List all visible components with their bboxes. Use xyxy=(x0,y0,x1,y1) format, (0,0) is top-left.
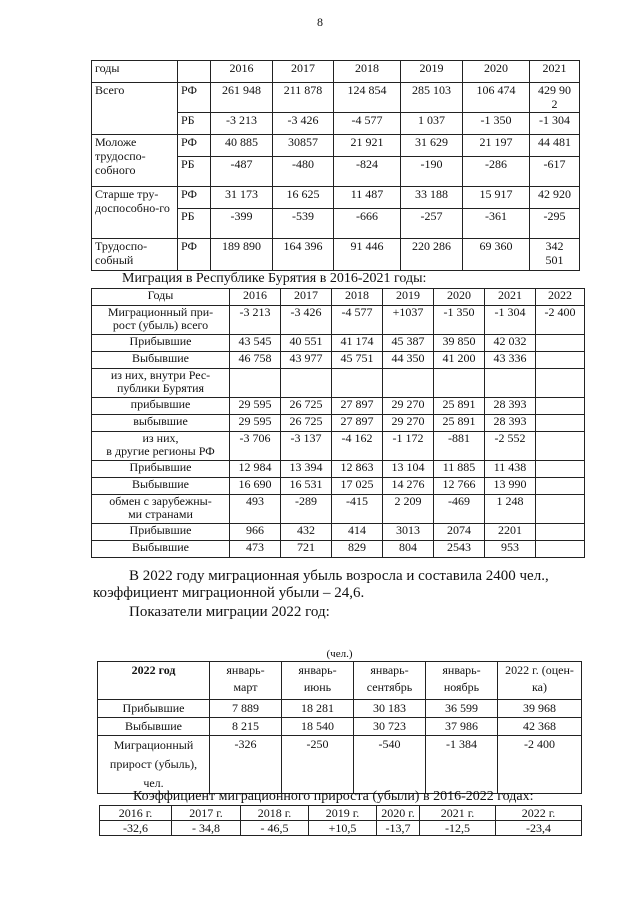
header-cell: 2020 xyxy=(434,289,485,306)
header-cell: 2016 xyxy=(211,61,273,83)
value-cell: 26 725 xyxy=(281,415,332,432)
value-cell: 16 531 xyxy=(281,478,332,495)
table-row xyxy=(92,352,585,369)
value-cell: 261 948 xyxy=(211,83,273,113)
row-label: Выбывшие xyxy=(92,478,230,495)
value-cell: 12 984 xyxy=(230,461,281,478)
value-cell: -250 xyxy=(282,736,354,794)
value-cell: -617 xyxy=(530,157,580,187)
value-cell: 46 758 xyxy=(230,352,281,369)
value-cell: -361 xyxy=(463,209,530,239)
header-cell: 2019 г. xyxy=(309,806,377,821)
region-cell: РФ xyxy=(178,187,211,209)
value-cell: 2 209 xyxy=(383,495,434,524)
migration-2022-table xyxy=(97,648,582,794)
value-cell xyxy=(536,461,585,478)
value-cell: 2201 xyxy=(485,524,536,541)
value-cell: 37 986 xyxy=(426,718,498,736)
value-cell: 124 854 xyxy=(334,83,401,113)
header-cell: январь- июнь xyxy=(282,662,354,700)
value-cell: 17 025 xyxy=(332,478,383,495)
value-cell: 42 032 xyxy=(485,335,536,352)
value-cell: -3 213 xyxy=(230,306,281,335)
value-cell: 29 270 xyxy=(383,415,434,432)
header-cell: 2017 г. xyxy=(172,806,241,821)
value-cell: 43 977 xyxy=(281,352,332,369)
value-cell: -469 xyxy=(434,495,485,524)
row-label: прибывшие xyxy=(92,398,230,415)
value-cell: -415 xyxy=(332,495,383,524)
value-cell xyxy=(434,369,485,398)
value-cell xyxy=(536,352,585,369)
value-cell: -540 xyxy=(354,736,426,794)
value-cell: - 34,8 xyxy=(172,821,241,836)
table-row xyxy=(98,718,582,736)
value-cell: +10,5 xyxy=(309,821,377,836)
value-cell: -1 172 xyxy=(383,432,434,461)
value-cell: 27 897 xyxy=(332,398,383,415)
value-cell: 16 690 xyxy=(230,478,281,495)
table-header-row xyxy=(92,289,585,306)
value-cell: 11 438 xyxy=(485,461,536,478)
value-cell: 15 917 xyxy=(463,187,530,209)
value-cell: 16 625 xyxy=(273,187,334,209)
value-cell: -480 xyxy=(273,157,334,187)
value-cell: 13 394 xyxy=(281,461,332,478)
header-cell: январь- сентябрь xyxy=(354,662,426,700)
header-cell: 2018 xyxy=(334,61,401,83)
value-cell: 829 xyxy=(332,541,383,558)
value-cell xyxy=(485,369,536,398)
value-cell: -3 426 xyxy=(281,306,332,335)
value-cell: 33 188 xyxy=(401,187,463,209)
value-cell: 30 723 xyxy=(354,718,426,736)
value-cell xyxy=(536,398,585,415)
value-cell: -190 xyxy=(401,157,463,187)
value-cell: 13 104 xyxy=(383,461,434,478)
row-label: Старше тру-доспособно-го xyxy=(92,187,178,239)
header-cell: 2022 xyxy=(536,289,585,306)
value-cell xyxy=(332,369,383,398)
value-cell: 36 599 xyxy=(426,700,498,718)
value-cell: 13 990 xyxy=(485,478,536,495)
row-label: Миграционный прирост (убыль), чел. xyxy=(98,736,210,794)
value-cell: 30 183 xyxy=(354,700,426,718)
value-cell: 14 276 xyxy=(383,478,434,495)
value-cell: 28 393 xyxy=(485,415,536,432)
value-cell: -1 304 xyxy=(530,113,580,135)
table-row xyxy=(92,478,585,495)
value-cell: -399 xyxy=(211,209,273,239)
header-cell xyxy=(178,61,211,83)
value-cell: 29 595 xyxy=(230,398,281,415)
value-cell: 432 xyxy=(281,524,332,541)
header-cell: январь- ноябрь xyxy=(426,662,498,700)
value-cell: 41 174 xyxy=(332,335,383,352)
value-cell: 29 595 xyxy=(230,415,281,432)
value-cell: 91 446 xyxy=(334,239,401,271)
table-row xyxy=(92,369,585,398)
header-cell: 2018 xyxy=(332,289,383,306)
value-cell: 40 885 xyxy=(211,135,273,157)
table-row xyxy=(92,495,585,524)
table-row xyxy=(92,335,585,352)
header-cell: январь- март xyxy=(210,662,282,700)
header-cell: 2019 xyxy=(401,61,463,83)
value-cell: -289 xyxy=(281,495,332,524)
value-cell: 429 90 2 xyxy=(530,83,580,113)
value-cell: +1037 xyxy=(383,306,434,335)
value-cell: -4 577 xyxy=(334,113,401,135)
value-cell: -3 213 xyxy=(211,113,273,135)
table-row xyxy=(92,306,585,335)
value-cell: -824 xyxy=(334,157,401,187)
row-label: Выбывшие xyxy=(92,352,230,369)
row-label: Прибывшие xyxy=(98,700,210,718)
value-cell xyxy=(536,415,585,432)
value-cell: 42 920 xyxy=(530,187,580,209)
header-cell: 2019 xyxy=(383,289,434,306)
value-cell: 29 270 xyxy=(383,398,434,415)
value-cell: 1 037 xyxy=(401,113,463,135)
header-cell: 2022 год xyxy=(98,662,210,700)
value-cell: 2074 xyxy=(434,524,485,541)
header-cell: 2020 г. xyxy=(377,806,420,821)
table-header-row xyxy=(100,806,582,821)
value-cell: 31 629 xyxy=(401,135,463,157)
value-cell: 953 xyxy=(485,541,536,558)
header-cell: годы xyxy=(92,61,178,83)
region-cell: РБ xyxy=(178,157,211,187)
value-cell: 40 551 xyxy=(281,335,332,352)
header-cell: 2021 г. xyxy=(420,806,496,821)
value-cell: 473 xyxy=(230,541,281,558)
value-cell xyxy=(230,369,281,398)
population-by-age-table xyxy=(91,60,580,271)
value-cell: 39 968 xyxy=(498,700,582,718)
value-cell: 106 474 xyxy=(463,83,530,113)
row-label: из них, внутри Рес- публики Бурятия xyxy=(92,369,230,398)
region-cell: РФ xyxy=(178,239,211,271)
value-cell: -2 552 xyxy=(485,432,536,461)
table-row xyxy=(92,415,585,432)
table-row xyxy=(92,398,585,415)
region-cell: РФ xyxy=(178,135,211,157)
value-cell: -257 xyxy=(401,209,463,239)
table-row xyxy=(92,135,580,157)
row-label: Всего xyxy=(92,83,178,113)
value-cell: 31 173 xyxy=(211,187,273,209)
header-cell: 2016 г. xyxy=(100,806,172,821)
unit-label: (чел.) xyxy=(326,648,353,660)
table-row xyxy=(92,239,580,271)
value-cell: 414 xyxy=(332,524,383,541)
header-cell: 2017 xyxy=(281,289,332,306)
value-cell: 41 200 xyxy=(434,352,485,369)
value-cell xyxy=(536,335,585,352)
value-cell: 21 921 xyxy=(334,135,401,157)
value-cell: -326 xyxy=(210,736,282,794)
table-row xyxy=(92,187,580,209)
table-row xyxy=(92,541,585,558)
value-cell: 342 501 xyxy=(530,239,580,271)
migration-table-caption: Миграция в Республике Бурятия в 2016-2021 годы: xyxy=(122,271,427,286)
page-number: 8 xyxy=(317,15,323,29)
value-cell: 69 360 xyxy=(463,239,530,271)
table-header-row xyxy=(92,61,580,83)
table-row xyxy=(92,524,585,541)
row-label: Выбывшие xyxy=(92,541,230,558)
migration-buryatia-table xyxy=(91,288,585,558)
indicators-caption: Показатели миграции 2022 год: xyxy=(129,604,330,620)
row-label: обмен с зарубежны- ми странами xyxy=(92,495,230,524)
row-label: Выбывшие xyxy=(98,718,210,736)
value-cell xyxy=(536,524,585,541)
table-row xyxy=(98,736,582,794)
value-cell: 164 396 xyxy=(273,239,334,271)
coefficient-caption: Коэффициент миграционного прироста (убыли) в 2016-2022 годах: xyxy=(133,789,534,804)
header-cell: 2021 xyxy=(530,61,580,83)
value-cell: -13,7 xyxy=(377,821,420,836)
value-cell: 39 850 xyxy=(434,335,485,352)
value-cell: -32,6 xyxy=(100,821,172,836)
value-cell: -1 384 xyxy=(426,736,498,794)
value-cell: 11 487 xyxy=(334,187,401,209)
value-cell: -1 350 xyxy=(434,306,485,335)
value-cell: 30857 xyxy=(273,135,334,157)
value-cell: 44 350 xyxy=(383,352,434,369)
table-header-row xyxy=(98,662,582,700)
value-cell: 7 889 xyxy=(210,700,282,718)
value-cell: -295 xyxy=(530,209,580,239)
value-cell xyxy=(536,432,585,461)
value-cell: 220 286 xyxy=(401,239,463,271)
value-cell xyxy=(536,369,585,398)
value-cell: 3013 xyxy=(383,524,434,541)
value-cell: 21 197 xyxy=(463,135,530,157)
header-cell: 2022 г. xyxy=(496,806,582,821)
value-cell: 211 878 xyxy=(273,83,334,113)
value-cell: -3 426 xyxy=(273,113,334,135)
table-row xyxy=(100,821,582,836)
value-cell: -286 xyxy=(463,157,530,187)
value-cell: -2 400 xyxy=(536,306,585,335)
value-cell: -12,5 xyxy=(420,821,496,836)
table-row xyxy=(92,113,580,135)
paragraph-line: В 2022 году миграционная убыль возросла и составила 2400 чел., xyxy=(129,568,549,584)
value-cell: 18 540 xyxy=(282,718,354,736)
header-cell: 2018 г. xyxy=(241,806,309,821)
value-cell: -3 706 xyxy=(230,432,281,461)
header-cell: 2022 г. (оцен- ка) xyxy=(498,662,582,700)
value-cell: 966 xyxy=(230,524,281,541)
row-label: Трудоспо-собный xyxy=(92,239,178,271)
value-cell: 45 751 xyxy=(332,352,383,369)
value-cell: -539 xyxy=(273,209,334,239)
value-cell: 43 336 xyxy=(485,352,536,369)
row-label: Прибывшие xyxy=(92,335,230,352)
value-cell xyxy=(536,541,585,558)
region-cell: РФ xyxy=(178,83,211,113)
value-cell: 11 885 xyxy=(434,461,485,478)
value-cell: 2543 xyxy=(434,541,485,558)
value-cell: 285 103 xyxy=(401,83,463,113)
header-cell: 2016 xyxy=(230,289,281,306)
value-cell: -1 304 xyxy=(485,306,536,335)
region-cell: РБ xyxy=(178,113,211,135)
value-cell: 45 387 xyxy=(383,335,434,352)
value-cell: 25 891 xyxy=(434,415,485,432)
header-cell: 2020 xyxy=(463,61,530,83)
value-cell: 804 xyxy=(383,541,434,558)
value-cell: 189 890 xyxy=(211,239,273,271)
value-cell: -881 xyxy=(434,432,485,461)
value-cell: 28 393 xyxy=(485,398,536,415)
value-cell: - 46,5 xyxy=(241,821,309,836)
header-cell: 2017 xyxy=(273,61,334,83)
value-cell: 721 xyxy=(281,541,332,558)
header-cell: Годы xyxy=(92,289,230,306)
table-row xyxy=(92,83,580,113)
value-cell: 43 545 xyxy=(230,335,281,352)
value-cell: 493 xyxy=(230,495,281,524)
table-row xyxy=(92,432,585,461)
value-cell: 25 891 xyxy=(434,398,485,415)
value-cell: 18 281 xyxy=(282,700,354,718)
value-cell: 26 725 xyxy=(281,398,332,415)
value-cell xyxy=(536,495,585,524)
value-cell: 27 897 xyxy=(332,415,383,432)
row-label: из них, в другие регионы РФ xyxy=(92,432,230,461)
row-label: Моложе трудоспо-собного xyxy=(92,135,178,187)
value-cell: 12 863 xyxy=(332,461,383,478)
row-label: Миграционный при- рост (убыль) всего xyxy=(92,306,230,335)
table-row xyxy=(98,700,582,718)
migration-coefficient-table xyxy=(99,805,582,836)
row-label: Прибывшие xyxy=(92,524,230,541)
value-cell xyxy=(536,478,585,495)
row-label: выбывшие xyxy=(92,415,230,432)
table-row xyxy=(92,461,585,478)
value-cell: 42 368 xyxy=(498,718,582,736)
value-cell: -4 162 xyxy=(332,432,383,461)
header-cell: 2021 xyxy=(485,289,536,306)
value-cell: 44 481 xyxy=(530,135,580,157)
value-cell: -23,4 xyxy=(496,821,582,836)
value-cell: -4 577 xyxy=(332,306,383,335)
value-cell: -3 137 xyxy=(281,432,332,461)
region-cell: РБ xyxy=(178,209,211,239)
value-cell xyxy=(383,369,434,398)
value-cell: 8 215 xyxy=(210,718,282,736)
value-cell xyxy=(281,369,332,398)
value-cell: 1 248 xyxy=(485,495,536,524)
row-label: Прибывшие xyxy=(92,461,230,478)
value-cell: -666 xyxy=(334,209,401,239)
paragraph-line: коэффициент миграционной убыли – 24,6. xyxy=(93,585,365,601)
value-cell: -487 xyxy=(211,157,273,187)
value-cell: 12 766 xyxy=(434,478,485,495)
value-cell: -1 350 xyxy=(463,113,530,135)
value-cell: -2 400 xyxy=(498,736,582,794)
